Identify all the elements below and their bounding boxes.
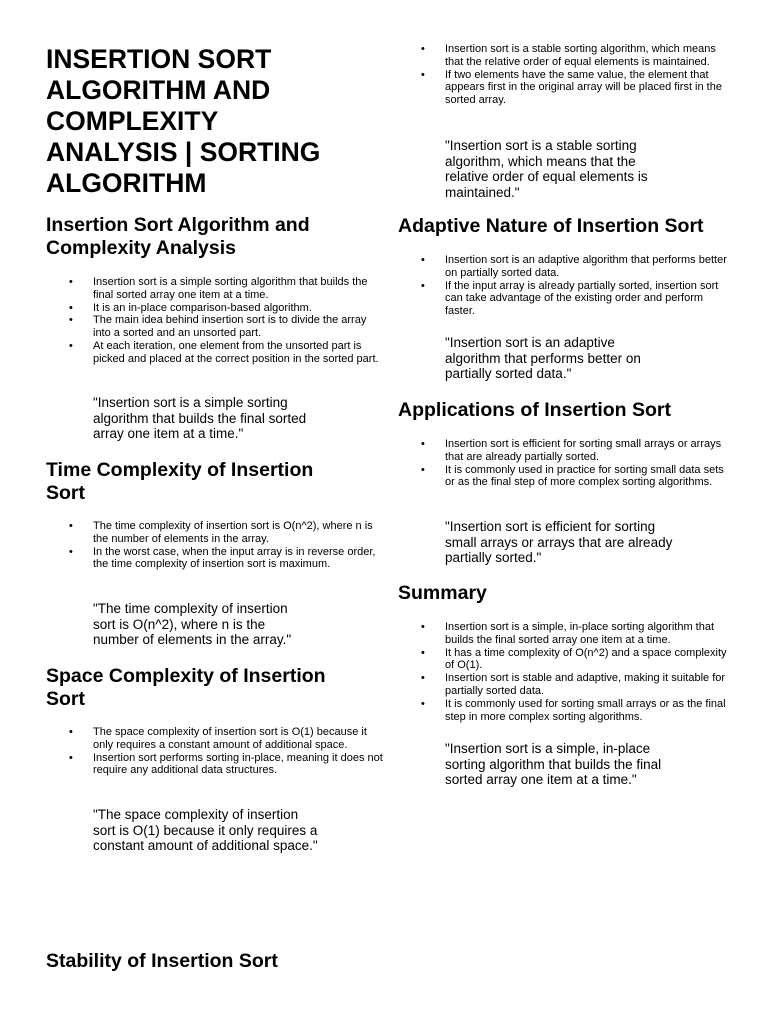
section-heading-applications: Applications of Insertion Sort: [398, 399, 672, 421]
list-item: • The time complexity of insertion sort is O(n^2), where n is the number of elements in the array.: [93, 520, 383, 546]
list-item: • It is commonly used for sorting small arrays or as the final step in more complex sorting algorithms.: [445, 698, 735, 724]
list-item: • Insertion sort performs sorting in-place, meaning it does not require any additional data structures.: [93, 752, 383, 778]
bullet-list-insertion-sort-algorithm: [93, 276, 383, 366]
quote-insertion-sort-algorithm: "Insertion sort is a simple sorting algorithm that builds the final sorted array one item at a time.": [93, 395, 307, 441]
bullet-list-space-complexity: [93, 726, 383, 777]
quote-adaptive: "Insertion sort is an adaptive algorithm that performs better on partially sorted data.": [445, 335, 641, 381]
section-heading-summary: Summary: [398, 582, 487, 604]
list-item: • If the input array is already partially sorted, insertion sort can take advantage of the existing order and perform faster.: [445, 280, 735, 318]
list-item: • If two elements have the same value, the element that appears first in the original array will be placed first in the sorted array.: [445, 69, 735, 107]
section-heading-adaptive: Adaptive Nature of Insertion Sort: [398, 215, 704, 237]
list-item: • Insertion sort is stable and adaptive, making it suitable for partially sorted data.: [445, 672, 735, 698]
quote-stability: "Insertion sort is a stable sorting algorithm, which means that the relative order of equal elements is maintained.": [445, 138, 648, 200]
quote-applications: "Insertion sort is efficient for sorting small arrays or arrays that are already partially sorted.": [445, 519, 673, 565]
list-item: • At each iteration, one element from the unsorted part is picked and placed at the correct position in the sorted part.: [93, 340, 383, 366]
section-heading-time-complexity: Time Complexity of Insertion Sort: [46, 459, 314, 504]
list-item: • Insertion sort is efficient for sorting small arrays or arrays that are already partially sorted.: [445, 438, 735, 464]
bullet-list-summary: [445, 621, 735, 723]
list-item: • Insertion sort is an adaptive algorithm that performs better on partially sorted data.: [445, 254, 735, 280]
list-item: • Insertion sort is a simple, in-place sorting algorithm that builds the final sorted array one item at a time.: [445, 621, 735, 647]
bullet-list-time-complexity: [93, 520, 383, 571]
document-title: INSERTION SORT ALGORITHM AND COMPLEXITY ANALYSIS | SORTING ALGORITHM: [46, 44, 321, 198]
list-item: • Insertion sort is a stable sorting algorithm, which means that the relative order of equal elements is maintained.: [445, 43, 735, 69]
list-item: • It is commonly used in practice for sorting small data sets or as the final step of more complex sorting algorithms.: [445, 464, 735, 490]
quote-summary: "Insertion sort is a simple, in-place sorting algorithm that builds the final sorted array one item at a time.": [445, 741, 662, 787]
quote-time-complexity: "The time complexity of insertion sort is O(n^2), where n is the number of elements in the array.": [93, 601, 292, 647]
list-item: • It is an in-place comparison-based algorithm.: [93, 302, 383, 315]
bullet-list-applications: [445, 438, 735, 489]
quote-space-complexity: "The space complexity of insertion sort is O(1) because it only requires a constant amount of additional space.": [93, 807, 318, 853]
list-item: • Insertion sort is a simple sorting algorithm that builds the final sorted array one item at a time.: [93, 276, 383, 302]
section-heading-space-complexity: Space Complexity of Insertion Sort: [46, 665, 326, 710]
list-item: • The space complexity of insertion sort is O(1) because it only requires a constant amount of additional space.: [93, 726, 383, 752]
section-heading-insertion-sort-algorithm: Insertion Sort Algorithm and Complexity Analysis: [46, 214, 310, 259]
list-item: • The main idea behind insertion sort is to divide the array into a sorted and an unsorted part.: [93, 314, 383, 340]
list-item: • In the worst case, when the input array is in reverse order, the time complexity of insertion sort is maximum.: [93, 546, 383, 572]
list-item: • It has a time complexity of O(n^2) and a space complexity of O(1).: [445, 647, 735, 673]
section-heading-stability: Stability of Insertion Sort: [46, 950, 278, 972]
bullet-list-adaptive: [445, 254, 735, 318]
bullet-list-stability: [445, 43, 735, 107]
